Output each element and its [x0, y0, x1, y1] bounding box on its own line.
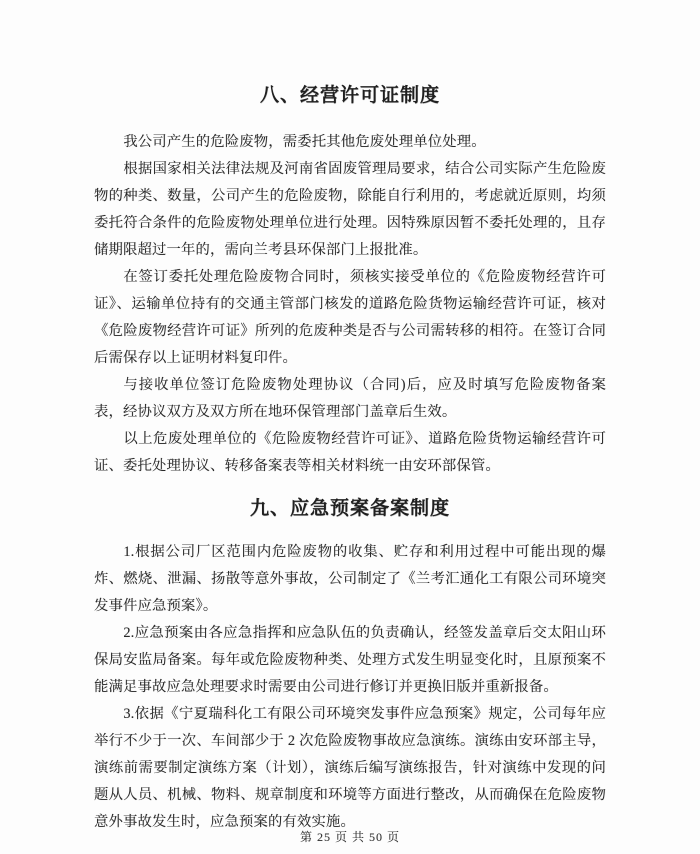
paragraph: 在签订委托处理危险废物合同时，须核实接受单位的《危险废物经营许可证》、运输单位持有的交通主管部门核发的道路危险货物运输经营许可证，核对《危险废物经营许可证》所列的危废种类是否与公司需转移的相符。在签订合同后需保存以上证明材料复印件。: [94, 269, 606, 366]
section-title: 九、应急预案备案制度: [249, 498, 450, 519]
paragraph: 以上危废处理单位的《危险废物经营许可证》、道路危险货物运输经营许可证、委托处理协议、转移备案表等相关材料统一由安环部保管。: [94, 431, 606, 474]
paragraph: 根据国家相关法律法规及河南省固废管理局要求，结合公司实际产生危险废物的种类、数量，公司产生的危险废物，除能自行利用的，考虑就近原则，均须委托符合条件的危险废物处理单位进行处理。因特殊原因暂不委托处理的，且存储期限超过一年的，需向兰考县环保部门上报批准。: [94, 161, 606, 258]
paragraph: 我公司产生的危险废物，需委托其他危废处理单位处理。: [123, 134, 486, 150]
page-footer: [0, 829, 700, 845]
section-business-license: [94, 83, 606, 480]
paragraph: 与接收单位签订危险废物处理协议（合同)后，应及时填写危险废物备案表，经协议双方及双方所在地环保管理部门盖章后生效。: [94, 377, 606, 420]
paragraph: 3.依据《宁夏瑞科化工有限公司环境突发事件应急预案》规定，公司每年应举行不少于一次、车间部少于 2 次危险废物事故应急演练。演练由安环部主导，演练前需要制定演练方案（计划），演练后编写演练报告，针对演练中发现的问题从人员、机械、物料、规章制度和环境等方面进行整改，从而确保在危险废物意外事故发生时，应急预案的有效实施。: [94, 706, 606, 830]
page-number-label: 第 25 页 共 50 页: [299, 830, 400, 844]
section-title: 八、经营许可证制度: [259, 85, 440, 106]
document-content: [94, 83, 606, 836]
paragraph: 2.应急预案由各应急指挥和应急队伍的负责确认，经签发盖章后交太阳山环保局安监局备案。每年或危险废物种类、处理方式发生明显变化时，且原预案不能满足事故应急处理要求时需要由公司进行修订并更换旧版并重新报备。: [94, 625, 606, 695]
paragraph: 1.根据公司厂区范围内危险废物的收集、贮存和利用过程中可能出现的爆炸、燃烧、泄漏、扬散等意外事故，公司制定了《兰考汇通化工有限公司环境突发事件应急预案》。: [94, 544, 606, 614]
section-emergency-plan-filing: [94, 496, 606, 836]
